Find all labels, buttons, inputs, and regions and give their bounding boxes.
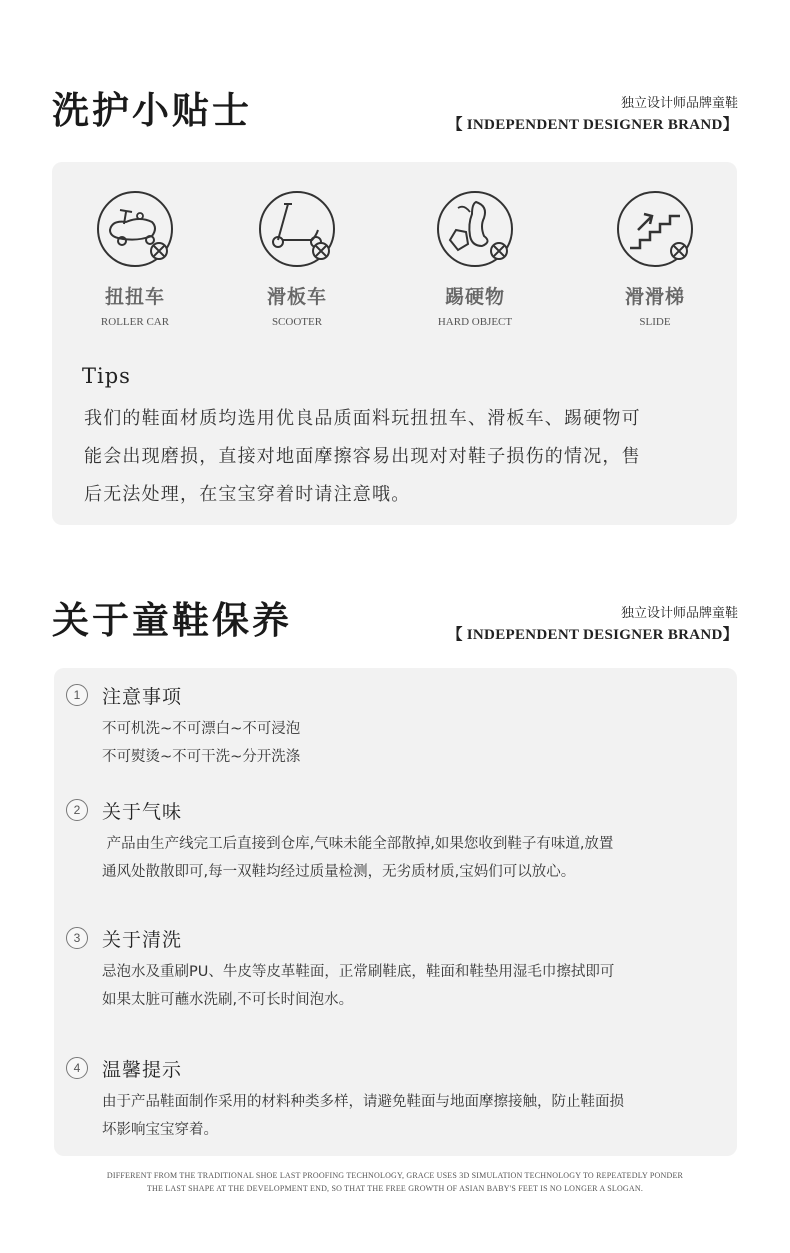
care-item-body — [102, 1088, 702, 1144]
tips-line: 后无法处理，在宝宝穿着时请注意哦。 — [84, 484, 411, 505]
care-brand — [447, 602, 738, 644]
care-item-body — [102, 830, 702, 886]
care-item-title: 温馨提示 — [102, 1059, 183, 1081]
care-line: 坏影响宝宝穿着。 — [102, 1122, 218, 1138]
tips-line: 能会出现磨损，直接对地面摩擦容易出现对对鞋子损伤的情况，售 — [84, 446, 641, 467]
care-item-title: 关于气味 — [102, 801, 183, 823]
care-line: 产品由生产线完工后直接到仓库,气味未能全部散掉,如果您收到鞋子有味道,放置 — [102, 836, 614, 852]
brand-en: 【 INDEPENDENT DESIGNER BRAND】 — [447, 627, 738, 643]
care-number: 2 — [66, 799, 88, 821]
care-item-title: 注意事项 — [102, 686, 183, 708]
icon-label-cn: 扭扭车 — [104, 286, 165, 308]
scooter-icon — [258, 190, 336, 268]
icon-label-en: SLIDE — [639, 316, 671, 328]
icon-label-cn: 踢硬物 — [444, 286, 505, 308]
icon-item-roller-car — [60, 190, 210, 328]
care-header — [0, 590, 790, 670]
care-number: 1 — [66, 684, 88, 706]
roller-car-icon — [96, 190, 174, 268]
brand-en: 【 INDEPENDENT DESIGNER BRAND】 — [447, 117, 738, 133]
icon-label-en: SCOOTER — [271, 316, 323, 328]
footer-line: DIFFERENT FROM THE TRADITIONAL SHOE LAST PROOFING TECHNOLOGY, GRACE USES 3D SIMULATION TECHNOLOGY TO REPEATEDLY PONDER — [106, 1171, 684, 1180]
brand-cn: 独立设计师品牌童鞋 — [620, 606, 738, 621]
icon-item-hard-object — [400, 190, 550, 328]
care-line: 不可熨烫~不可干洗~分开洗涤 — [102, 749, 301, 765]
care-item-body — [102, 715, 702, 771]
icon-label-en: ROLLER CAR — [100, 316, 170, 328]
washing-title: 洗护小贴士 — [52, 88, 252, 132]
icon-item-scooter — [222, 190, 372, 328]
care-line: 忌泡水及重刷PU、牛皮等皮革鞋面，正常刷鞋底，鞋面和鞋垫用湿毛巾擦拭即可 — [102, 964, 615, 980]
care-line: 通风处散散即可,每一双鞋均经过质量检测，无劣质材质,宝妈们可以放心。 — [102, 864, 576, 880]
footer-slogan — [0, 1169, 790, 1195]
care-line: 不可机洗~不可漂白~不可浸泡 — [102, 721, 301, 737]
tips-text — [84, 400, 714, 514]
tips-line: 我们的鞋面材质均选用优良品质面料玩扭扭车、滑板车、踢硬物可 — [84, 408, 641, 429]
care-item-title: 关于清洗 — [102, 929, 183, 951]
tips-title: Tips — [82, 364, 131, 388]
care-number: 3 — [66, 927, 88, 949]
care-title: 关于童鞋保养 — [52, 598, 292, 642]
icon-label-cn: 滑滑梯 — [624, 286, 685, 308]
care-item-body — [102, 958, 702, 1014]
washing-header — [0, 80, 790, 160]
icon-label-cn: 滑板车 — [266, 286, 327, 308]
hard-object-icon — [436, 190, 514, 268]
washing-brand — [447, 92, 738, 134]
brand-cn: 独立设计师品牌童鞋 — [620, 96, 738, 111]
slide-icon — [616, 190, 694, 268]
footer-line: THE LAST SHAPE AT THE DEVELOPMENT END, SO THAT THE FREE GROWTH OF ASIAN BABY'S FEET IS NO LONGER A SLOGAN. — [146, 1184, 644, 1193]
care-line: 如果太脏可蘸水洗刷,不可长时间泡水。 — [102, 992, 354, 1008]
icon-item-slide — [580, 190, 730, 328]
icon-label-en: HARD OBJECT — [437, 316, 513, 328]
care-number: 4 — [66, 1057, 88, 1079]
care-line: 由于产品鞋面制作采用的材料种类多样，请避免鞋面与地面摩擦接触，防止鞋面损 — [102, 1094, 624, 1110]
